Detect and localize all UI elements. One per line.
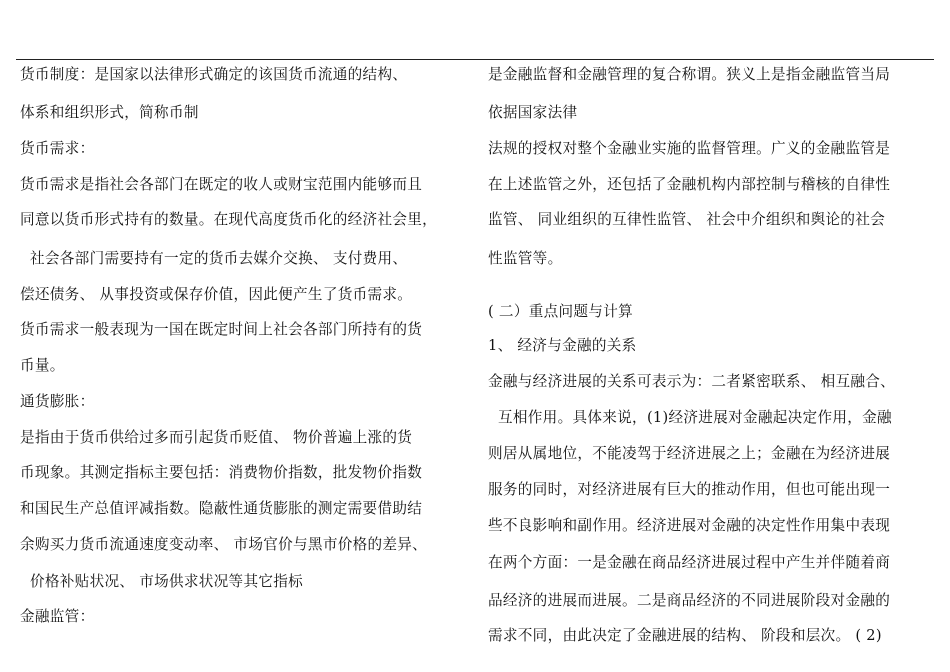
left-line: 货币需求是指社会各部门在既定的收人或财宝范围内能够而且 [20, 176, 423, 193]
right-line: 在两个方面：一是金融在商品经济进展过程中产生并伴随着商 [488, 554, 891, 571]
header-rule [16, 59, 934, 60]
left-line: 余购买力货币流通速度变动率、 市场官价与黑市价格的差异、 [20, 536, 428, 553]
left-line: 币现象。其测定指标主要包括：消费物价指数，批发物价指数 [20, 464, 423, 481]
left-line: 币量。 [20, 357, 65, 374]
right-line: 性监管等。 [488, 250, 563, 267]
right-line: 法规的授权对整个金融业实施的监督管理。广义的金融监管是 [488, 140, 891, 157]
right-line: 服务的同时，对经济进展有巨大的推动作用，但也可能出现一 [488, 481, 891, 498]
left-line: 货币需求一般表现为一国在既定时间上社会各部门所持有的货 [20, 321, 423, 338]
right-line: 互相作用。具体来说，(1)经济进展对金融起决定作用，金融 [498, 409, 892, 426]
left-line: 价格补贴状况、 市场供求状况等其它指标 [30, 573, 304, 590]
right-line: 则居从属地位，不能凌驾于经济进展之上；金融在为经济进展 [488, 445, 891, 462]
right-line: 金融与经济进展的关系可表示为：二者紧密联系、 相互融合、 [488, 373, 896, 390]
right-line: 是金融监督和金融管理的复合称谓。狭义上是指金融监管当局 [488, 66, 891, 83]
right-line: 品经济的进展而进展。二是商品经济的不同进展阶段对金融的 [488, 592, 891, 609]
left-line: 货币需求： [20, 140, 95, 157]
left-line: 社会各部门需要持有一定的货币去媒介交换、 支付费用、 [30, 250, 408, 267]
right-line: ( 二）重点问题与计算 [488, 303, 633, 320]
left-line: 是指由于货币供给过多而引起货币贬值、 物价普遍上涨的货 [20, 429, 413, 446]
left-line: 同意以货币形式持有的数量。在现代高度货币化的经济社会里， [20, 211, 438, 228]
right-line: 监管、 同业组织的互律性监管、 社会中介组织和舆论的社会 [488, 211, 886, 228]
left-line: 货币制度：是国家以法律形式确定的该国货币流通的结构、 [20, 66, 408, 83]
right-line: 些不良影响和副作用。经济进展对金融的决定性作用集中表现 [488, 517, 891, 534]
left-line: 体系和组织形式，简称币制 [20, 104, 199, 121]
left-line: 偿还债务、 从事投资或保存价值，因此便产生了货币需求。 [20, 286, 413, 303]
left-line: 金融监管： [20, 608, 95, 625]
right-line: 需求不同，由此决定了金融进展的结构、 阶段和层次。 ( 2) [488, 627, 882, 644]
right-line: 1、 经济与金融的关系 [488, 337, 637, 354]
right-line: 在上述监管之外，还包括了金融机构内部控制与稽核的自律性 [488, 176, 891, 193]
right-line: 依据国家法律 [488, 104, 578, 121]
left-line: 通货膨胀： [20, 393, 95, 410]
left-line: 和国民生产总值评减指数。隐蔽性通货膨胀的测定需要借助结 [20, 500, 423, 517]
